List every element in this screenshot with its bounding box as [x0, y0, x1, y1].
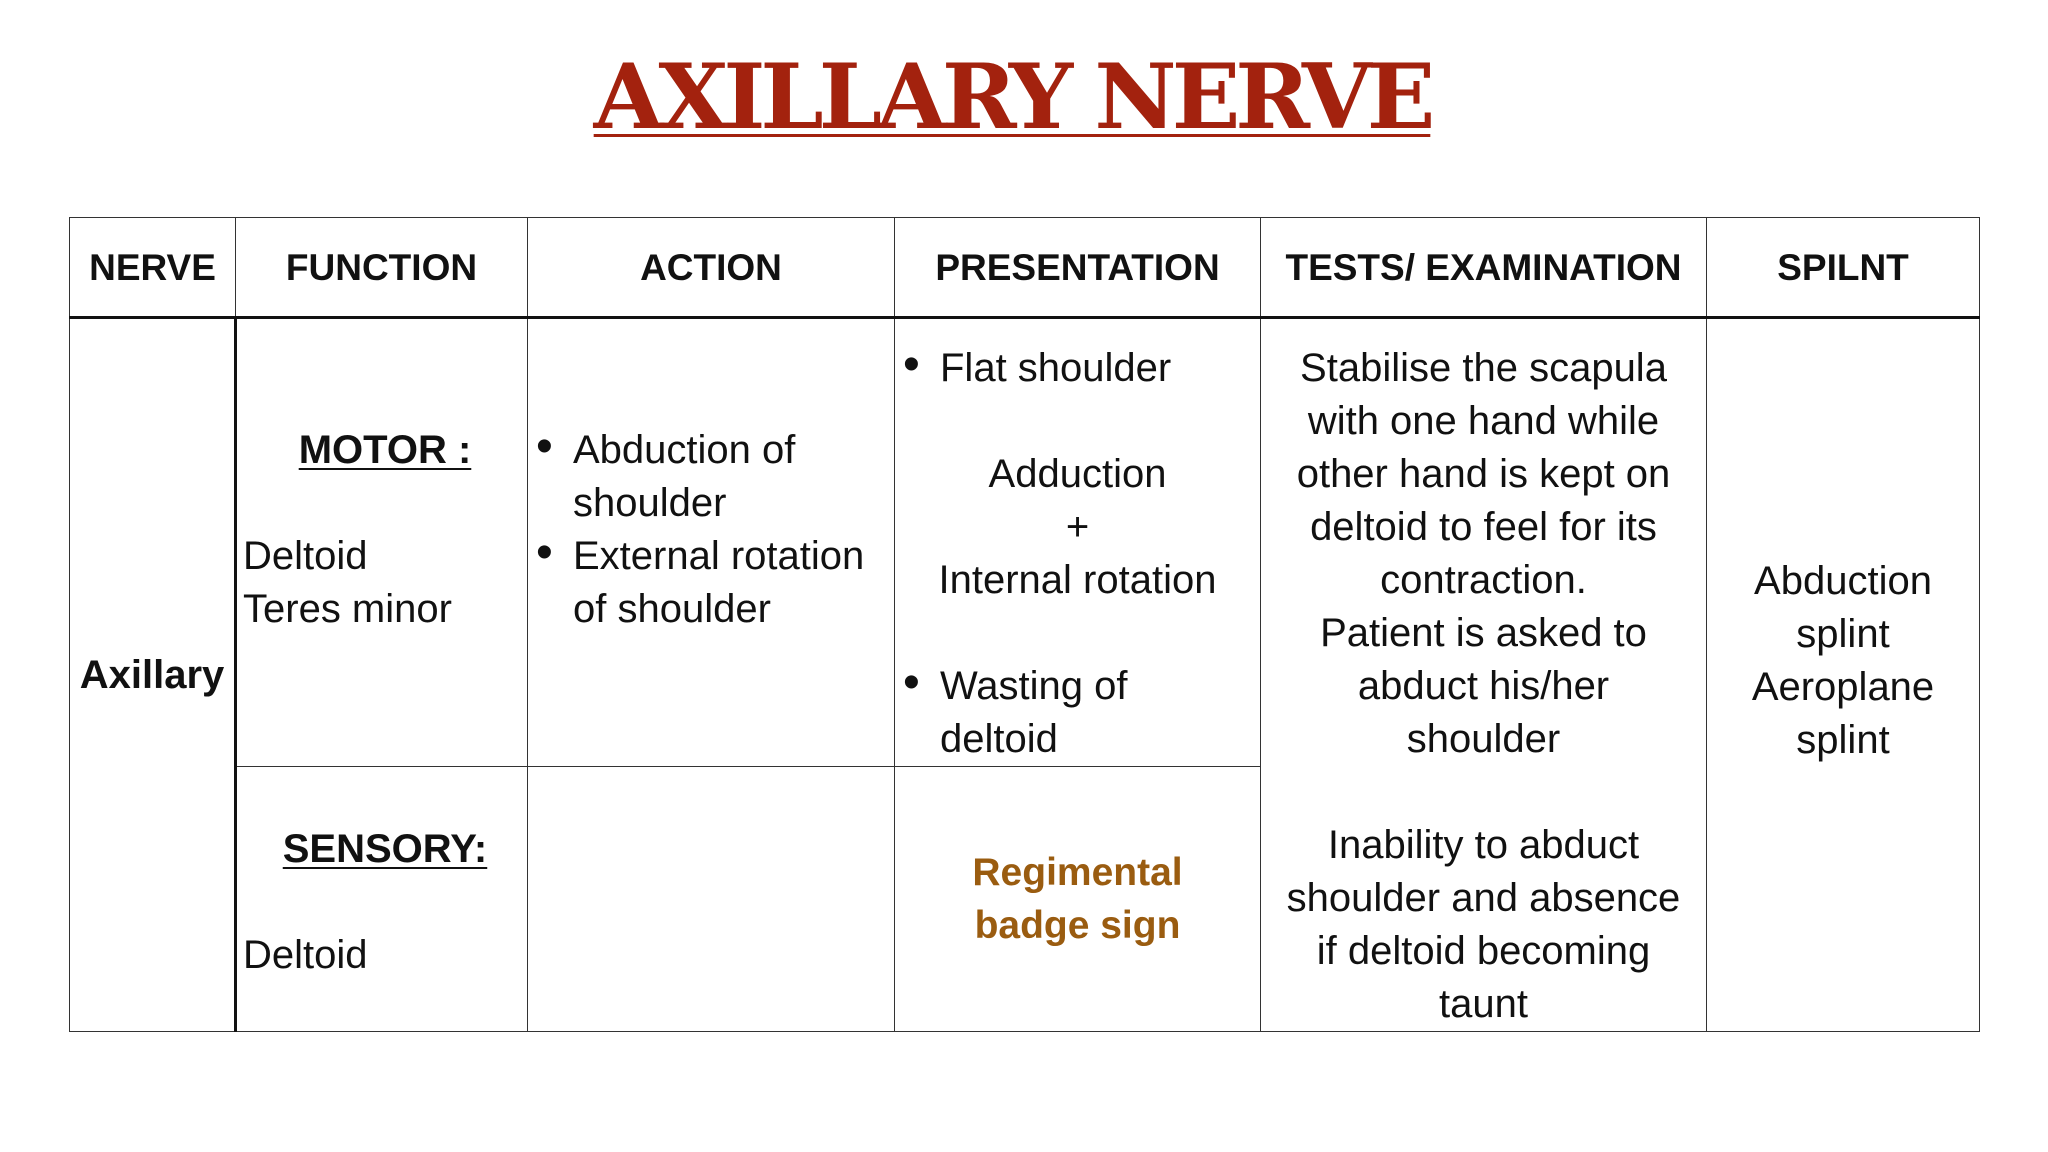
splint-line: splint: [1796, 718, 1890, 762]
motor-presentation-cell: [895, 318, 1261, 767]
deformity-adduction: Adduction: [988, 452, 1167, 496]
tests-line: Stabilise the scapula: [1300, 346, 1667, 390]
header-splint: SPILNT: [1707, 218, 1980, 318]
tests-line: other hand is kept on: [1296, 452, 1671, 496]
motor-muscle-deltoid: Deltoid: [243, 534, 368, 578]
regimental-badge-sign-line2: badge sign: [974, 904, 1181, 947]
motor-action-cell: [528, 318, 895, 767]
tests-line: deltoid to feel for its: [1310, 505, 1657, 549]
nerve-cell: Axillary: [70, 318, 236, 1032]
page-title: AXILLARY NERVE: [593, 44, 1431, 150]
sensory-action-cell: [528, 767, 895, 1032]
tests-line: taunt: [1439, 982, 1528, 1026]
deformity-internal-rotation: Internal rotation: [938, 558, 1217, 602]
header-function: FUNCTION: [236, 218, 528, 318]
header-nerve: NERVE: [70, 218, 236, 318]
splint-line: Aeroplane: [1751, 665, 1935, 709]
tests-line: contraction.: [1380, 558, 1587, 602]
motor-muscle-teres-minor: Teres minor: [243, 587, 452, 631]
tests-line: abduct his/her: [1357, 664, 1610, 708]
tests-line: shoulder: [1406, 717, 1561, 761]
splint-line: Abduction: [1754, 559, 1932, 603]
tests-line: if deltoid becoming: [1316, 929, 1651, 973]
tests-line: Patient is asked to: [1320, 611, 1647, 655]
header-tests: TESTS/ EXAMINATION: [1261, 218, 1707, 318]
table-row-motor: [70, 318, 1980, 767]
action-list: [528, 424, 894, 636]
deformity-plus: +: [1065, 505, 1090, 549]
sensory-heading: SENSORY:: [282, 827, 488, 871]
regimental-badge-sign: Regimental: [972, 851, 1183, 894]
presentation-list: [895, 342, 1260, 395]
tests-line: shoulder and absence: [1286, 876, 1681, 920]
splint-line: splint: [1796, 612, 1890, 656]
action-item-abduction: • Abduction of shoulder: [528, 424, 894, 530]
presentation-item-flat-shoulder: • Flat shoulder: [895, 342, 1260, 395]
motor-heading: MOTOR :: [298, 428, 472, 472]
header-presentation: PRESENTATION: [895, 218, 1261, 318]
tests-line: Inability to abduct: [1327, 823, 1640, 867]
presentation-item-wasting: • Wasting of deltoid: [895, 660, 1260, 766]
sensory-area-deltoid: Deltoid: [243, 933, 368, 977]
motor-function-cell: [236, 318, 528, 767]
tests-line: with one hand while: [1307, 399, 1660, 443]
sensory-function-cell: [236, 767, 528, 1032]
header-action: ACTION: [528, 218, 895, 318]
axillary-nerve-table: [69, 217, 1980, 1032]
action-item-external-rotation: • External rotation of shoulder: [528, 530, 894, 636]
sensory-presentation-cell: [895, 767, 1261, 1032]
splint-cell: [1707, 318, 1980, 1032]
tests-cell: [1261, 318, 1707, 1032]
table-header-row: [70, 218, 1980, 318]
